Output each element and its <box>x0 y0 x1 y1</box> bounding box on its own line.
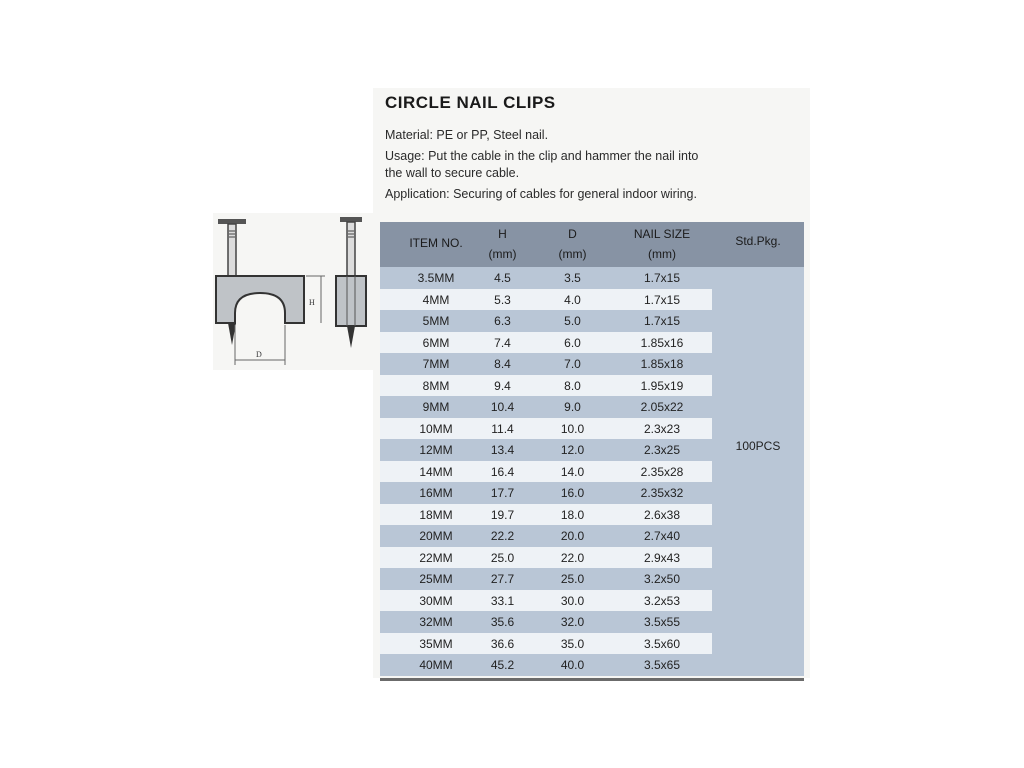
cell-h: 17.7 <box>490 486 515 500</box>
cell-d: 20.0 <box>560 529 585 543</box>
cell-nail: 3.5x65 <box>643 658 681 672</box>
cell-h: 9.4 <box>494 378 511 393</box>
cell-item: 22MM <box>419 550 453 565</box>
cell-nail: 2.3x25 <box>643 443 681 457</box>
cell-nail: 3.2x50 <box>643 572 681 586</box>
clip-drawing <box>213 213 373 370</box>
cell-h: 13.4 <box>490 443 515 457</box>
cell-nail: 2.9x43 <box>643 550 681 565</box>
header-pkg: Std.Pkg. <box>735 234 781 248</box>
cell-nail: 2.35x28 <box>640 464 684 479</box>
std-pkg-value: 100PCS <box>735 439 781 453</box>
cell-d: 12.0 <box>560 443 585 457</box>
u-clip-body <box>216 276 304 323</box>
std-pkg-cell <box>712 267 804 676</box>
clip-diagram-svg <box>213 213 373 370</box>
cell-item: 18MM <box>419 507 453 522</box>
cell-d: 8.0 <box>564 378 581 393</box>
cell-h: 6.3 <box>494 314 511 328</box>
cell-d: 7.0 <box>564 357 581 371</box>
cell-nail: 2.3x23 <box>643 421 681 436</box>
side-clip-body <box>336 276 366 326</box>
cell-h: 36.6 <box>490 636 515 651</box>
header-nail-unit: (mm) <box>648 247 676 261</box>
cell-nail: 1.95x19 <box>640 378 684 393</box>
cell-d: 4.0 <box>564 292 581 307</box>
cell-h: 27.7 <box>490 572 515 586</box>
cell-nail: 3.2x53 <box>643 593 681 608</box>
nail-shank <box>228 224 236 276</box>
application-line: Application: Securing of cables for general indoor wiring. <box>385 187 697 201</box>
cell-nail: 3.5x60 <box>643 636 681 651</box>
table-header <box>380 222 804 267</box>
table-bottom-rule <box>380 678 804 681</box>
cell-item: 7MM <box>422 357 450 371</box>
header-d-unit: (mm) <box>558 247 587 261</box>
cell-h: 10.4 <box>490 400 515 414</box>
cell-item: 5MM <box>422 314 450 328</box>
cell-d: 30.0 <box>560 593 585 608</box>
side-nail-tip <box>347 326 355 348</box>
cell-nail: 2.7x40 <box>643 529 681 543</box>
cell-d: 18.0 <box>560 507 585 522</box>
cell-item: 40MM <box>419 658 453 672</box>
cell-item: 25MM <box>419 572 453 586</box>
cell-h: 19.7 <box>490 507 515 522</box>
header-h: H <box>498 227 507 241</box>
usage-line: Usage: Put the cable in the clip and hammer the nail into <box>385 149 699 163</box>
cell-h: 11.4 <box>491 421 514 436</box>
cell-d: 5.0 <box>564 314 581 328</box>
cell-h: 45.2 <box>490 658 515 672</box>
cell-d: 3.5 <box>564 271 581 285</box>
cell-nail: 2.6x38 <box>643 507 681 522</box>
cell-d: 9.0 <box>564 400 581 414</box>
header-nail: NAIL SIZE <box>633 227 691 241</box>
cell-d: 14.0 <box>560 464 585 479</box>
table-body <box>380 267 804 676</box>
usage-line-2: the wall to secure cable. <box>385 166 520 180</box>
cell-h: 33.1 <box>490 593 515 608</box>
header-item: ITEM NO. <box>409 236 463 250</box>
cell-h: 22.2 <box>490 529 515 543</box>
cell-nail: 3.5x55 <box>643 615 681 629</box>
dim-h-label: H <box>309 298 315 307</box>
cell-item: 4MM <box>422 292 450 307</box>
cell-nail: 1.85x18 <box>640 357 684 371</box>
cell-nail: 1.7x15 <box>643 314 681 328</box>
dim-d-label: D <box>256 350 262 359</box>
cell-item: 14MM <box>419 464 453 479</box>
cell-nail: 1.7x15 <box>643 292 681 307</box>
cell-item: 8MM <box>422 378 450 393</box>
material-line: Material: PE or PP, Steel nail. <box>385 128 549 142</box>
cell-h: 4.5 <box>494 271 511 285</box>
cell-item: 32MM <box>419 615 453 629</box>
header-d: D <box>568 227 577 241</box>
header-h-unit: (mm) <box>488 247 517 261</box>
spec-table <box>380 222 804 681</box>
cell-item: 20MM <box>419 529 453 543</box>
cell-d: 35.0 <box>560 636 585 651</box>
cell-nail: 1.85x16 <box>640 335 684 350</box>
cell-h: 8.4 <box>494 357 511 371</box>
cell-nail: 2.05x22 <box>640 400 684 414</box>
cell-d: 16.0 <box>560 486 585 500</box>
cell-d: 25.0 <box>560 572 585 586</box>
cell-d: 10.0 <box>560 421 585 436</box>
cell-item: 6MM <box>422 335 450 350</box>
cell-item: 35MM <box>419 636 453 651</box>
cell-item: 3.5MM <box>417 271 455 285</box>
cell-d: 6.0 <box>564 335 581 350</box>
cell-item: 9MM <box>422 400 450 414</box>
cell-item: 10MM <box>419 421 453 436</box>
cell-item: 16MM <box>419 486 453 500</box>
cell-h: 25.0 <box>490 550 515 565</box>
cell-d: 32.0 <box>560 615 585 629</box>
page-title: CIRCLE NAIL CLIPS <box>385 93 556 112</box>
cell-h: 35.6 <box>490 615 515 629</box>
cell-nail: 1.7x15 <box>643 271 681 285</box>
cell-item: 30MM <box>419 593 453 608</box>
cell-h: 16.4 <box>490 464 515 479</box>
cell-d: 40.0 <box>560 658 585 672</box>
cell-item: 12MM <box>419 443 453 457</box>
cell-d: 22.0 <box>560 550 585 565</box>
cell-h: 5.3 <box>494 292 511 307</box>
cell-nail: 2.35x32 <box>640 486 684 500</box>
cell-h: 7.4 <box>494 335 511 350</box>
